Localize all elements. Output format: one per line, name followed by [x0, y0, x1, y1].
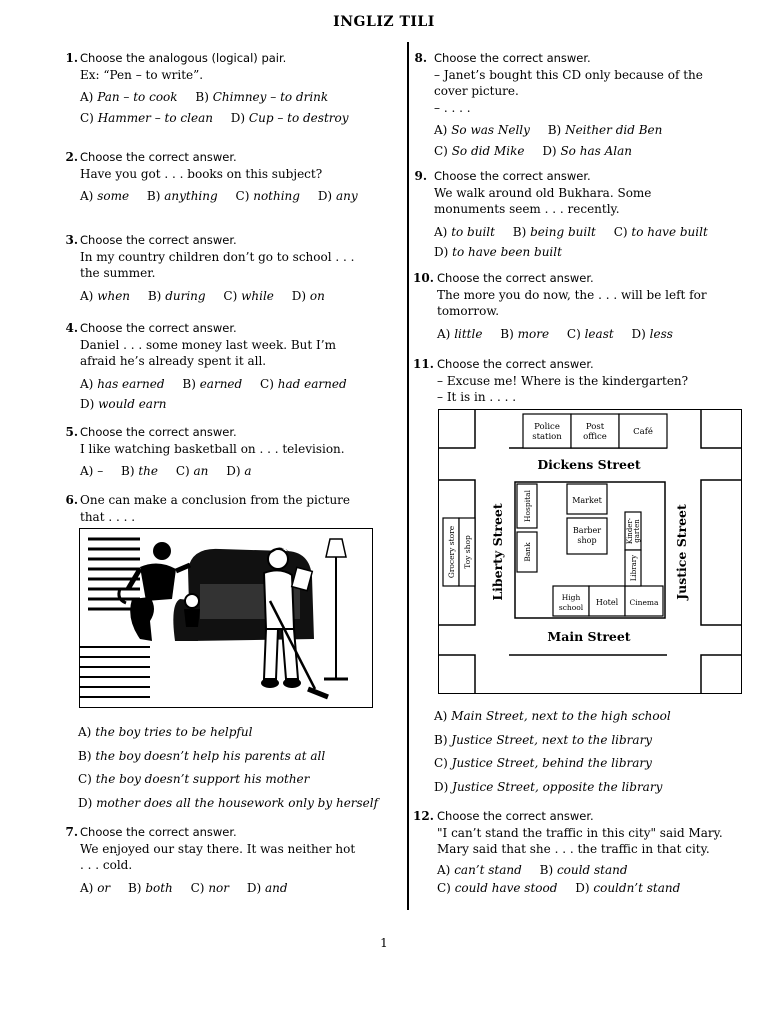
question-number: 1.	[65, 51, 78, 65]
answer-options	[80, 188, 390, 205]
option-c[interactable]: C) nor	[190, 880, 230, 895]
option-d[interactable]: D) would earn	[80, 397, 167, 411]
option-c[interactable]: C) Hammer – to clean	[80, 110, 213, 125]
housework-picture	[79, 528, 373, 708]
option-b[interactable]: B) more	[500, 326, 550, 341]
map-label-police-station-line2: station	[532, 432, 562, 442]
question-number: 6.	[65, 493, 78, 507]
question-text: One can make a conclusion from the picture	[80, 493, 351, 507]
question-number: 7.	[65, 825, 78, 839]
answer-options	[437, 880, 747, 897]
answer-options	[434, 224, 744, 241]
answer-options	[80, 880, 390, 897]
answer-options	[437, 862, 747, 879]
map-label-police-station-line1: Police	[534, 422, 560, 432]
question-text: We enjoyed our stay there. It was neither hot	[80, 841, 356, 856]
question-instruction: Choose the correct answer.	[80, 150, 237, 164]
question-example: Ex: “Pen – to write”.	[80, 67, 204, 82]
map-label-library: Library	[630, 554, 638, 582]
question-instruction: Choose the correct answer.	[437, 357, 594, 371]
map-label-liberty-street: Liberty Street	[490, 503, 505, 601]
answer-options	[434, 122, 744, 139]
option-d[interactable]: D) Cup – to destroy	[230, 110, 349, 125]
street-map-drawing	[439, 410, 741, 693]
question-number: 3.	[65, 233, 78, 247]
question-number: 9.	[414, 169, 427, 183]
option-d[interactable]: D) and	[246, 880, 288, 895]
map-label-kindergarten-line2: garten	[633, 519, 641, 543]
answer-options	[80, 288, 390, 305]
question-instruction: Choose the analogous (logical) pair.	[80, 51, 287, 65]
question-number: 12.	[413, 809, 434, 823]
option-a[interactable]: A) Main Street, next to the high school	[434, 709, 671, 723]
question-text: Mary said that she . . . the traffic in that city.	[437, 842, 710, 856]
map-label-kindergarten-line1: Kinder-	[626, 517, 634, 545]
option-a[interactable]: A) the boy tries to be helpful	[78, 725, 253, 739]
option-c[interactable]: C) least	[566, 326, 614, 341]
option-a[interactable]: A) So was Nelly	[434, 123, 530, 137]
option-d[interactable]: D) on	[291, 288, 325, 303]
map-label-cinema: Cinema	[629, 598, 659, 607]
option-b[interactable]: B) Neither did Ben	[547, 123, 663, 137]
option-c[interactable]: C) had earned	[260, 376, 347, 391]
question-instruction: Choose the correct answer.	[434, 51, 591, 65]
question-number: 4.	[65, 321, 78, 335]
option-b[interactable]: B) could stand	[539, 862, 628, 877]
map-label-hotel: Hotel	[595, 598, 619, 607]
option-a[interactable]: A) has earned	[80, 376, 165, 391]
map-label-barber-line1: Barber	[572, 526, 602, 535]
map-label-post-office-line2: office	[583, 432, 607, 442]
question-number: 8.	[414, 51, 427, 65]
answer-options	[80, 463, 390, 480]
option-c[interactable]: C) to have built	[613, 224, 708, 239]
option-d[interactable]: D) Justice Street, opposite the library	[434, 779, 663, 794]
option-b[interactable]: B) both	[127, 880, 173, 895]
option-c[interactable]: C) an	[175, 464, 209, 478]
option-a[interactable]: A) when	[80, 288, 131, 303]
question-instruction: Choose the correct answer.	[80, 321, 237, 335]
map-label-cafe: Café	[633, 427, 653, 437]
street-map	[438, 409, 742, 694]
question-text: Have you got . . . books on this subject?	[80, 166, 323, 181]
question-text: cover picture.	[434, 84, 519, 98]
option-c[interactable]: C) the boy doesn’t support his mother	[78, 772, 310, 786]
option-d[interactable]: D) couldn’t stand	[575, 881, 681, 895]
question-instruction: Choose the correct answer.	[80, 425, 237, 439]
question-text: – It is in . . . .	[437, 390, 517, 404]
option-b[interactable]: B) Chimney – to drink	[195, 90, 329, 104]
answer-options	[80, 396, 390, 413]
option-a[interactable]: A) –	[80, 464, 104, 478]
option-a[interactable]: A) to built	[434, 224, 495, 239]
option-c[interactable]: C) could have stood	[437, 881, 558, 895]
question-text: The more you do now, the . . . will be left for	[437, 287, 707, 302]
option-c[interactable]: C) nothing	[235, 189, 300, 203]
question-text: afraid he’s already spent it all.	[80, 354, 267, 368]
question-instruction: Choose the correct answer.	[437, 809, 594, 823]
option-b[interactable]: B) anything	[146, 189, 218, 203]
map-label-toy-shop: Toy shop	[463, 535, 472, 569]
question-text: We walk around old Bukhara. Some	[434, 185, 652, 200]
question-number: 5.	[65, 425, 78, 439]
column-divider	[407, 42, 409, 910]
map-label-market: Market	[572, 496, 602, 505]
option-b[interactable]: B) during	[147, 288, 206, 303]
option-a[interactable]: A) or	[80, 880, 111, 895]
map-label-bank: Bank	[523, 542, 532, 562]
option-c[interactable]: C) while	[223, 288, 274, 303]
option-a[interactable]: A) little	[437, 326, 483, 341]
option-d[interactable]: D) So has Alan	[542, 143, 632, 158]
option-c[interactable]: C) Justice Street, behind the library	[434, 756, 652, 770]
answer-options	[80, 376, 390, 393]
question-instruction: Choose the correct answer.	[437, 271, 594, 285]
question-text: – Excuse me! Where is the kindergarten?	[437, 373, 689, 388]
map-label-dickens-street: Dickens Street	[537, 457, 641, 472]
page-title: INGLIZ TILI	[333, 14, 435, 30]
question-text: – Janet’s bought this CD only because of the	[434, 67, 703, 82]
answer-options	[437, 326, 747, 343]
map-label-high-school-line1: High	[561, 593, 581, 602]
answer-options	[434, 143, 744, 160]
option-a[interactable]: A) some	[80, 189, 130, 203]
option-a[interactable]: A) can’t stand	[437, 862, 522, 877]
question-instruction: Choose the correct answer.	[80, 233, 237, 247]
question-number: 2.	[65, 150, 78, 164]
option-d[interactable]: D) to have been built	[434, 245, 562, 259]
option-d[interactable]: D) mother does all the housework only by herself	[78, 795, 379, 810]
map-label-hospital: Hospital	[523, 490, 532, 522]
question-text: the summer.	[80, 266, 156, 280]
question-text: In my country children don’t go to school . . .	[80, 249, 355, 264]
option-b[interactable]: B) earned	[182, 376, 243, 391]
option-d[interactable]: D) less	[631, 326, 673, 341]
map-label-main-street: Main Street	[547, 629, 631, 644]
map-label-post-office-line1: Post	[585, 422, 605, 432]
question-text: that . . . .	[80, 509, 136, 524]
question-text: Daniel . . . some money last week. But I’m	[80, 337, 336, 352]
map-label-grocery-store: Grocery store	[447, 525, 456, 579]
family-illustration	[80, 529, 372, 707]
question-instruction: Choose the correct answer.	[434, 169, 591, 183]
map-label-high-school-line2: school	[558, 603, 584, 612]
option-a[interactable]: A) Pan – to cook	[80, 90, 178, 104]
option-b[interactable]: B) being built	[512, 224, 596, 239]
question-number: 10.	[413, 271, 434, 285]
question-text: "I can’t stand the traffic in this city" said Mary.	[437, 825, 723, 840]
question-text: I like watching basketball on . . . television.	[80, 441, 345, 456]
question-instruction: Choose the correct answer.	[80, 825, 237, 839]
answer-options	[80, 110, 390, 127]
option-d[interactable]: D) a	[226, 464, 252, 478]
question-number: 11.	[413, 357, 434, 371]
question-text: tomorrow.	[437, 304, 500, 318]
answer-options	[434, 244, 744, 261]
map-label-justice-street: Justice Street	[674, 504, 689, 600]
question-text: . . . cold.	[80, 858, 133, 872]
option-b[interactable]: B) the boy doesn’t help his parents at all	[78, 748, 326, 763]
option-b[interactable]: B) the	[121, 464, 158, 478]
question-text: – . . . .	[434, 100, 471, 115]
page-number: 1	[380, 936, 388, 950]
question-text: monuments seem . . . recently.	[434, 202, 620, 216]
option-d[interactable]: D) any	[317, 189, 358, 203]
option-c[interactable]: C) So did Mike	[434, 143, 525, 158]
option-b[interactable]: B) Justice Street, next to the library	[434, 732, 653, 747]
map-label-barber-line2: shop	[577, 536, 597, 545]
answer-options	[80, 89, 390, 106]
